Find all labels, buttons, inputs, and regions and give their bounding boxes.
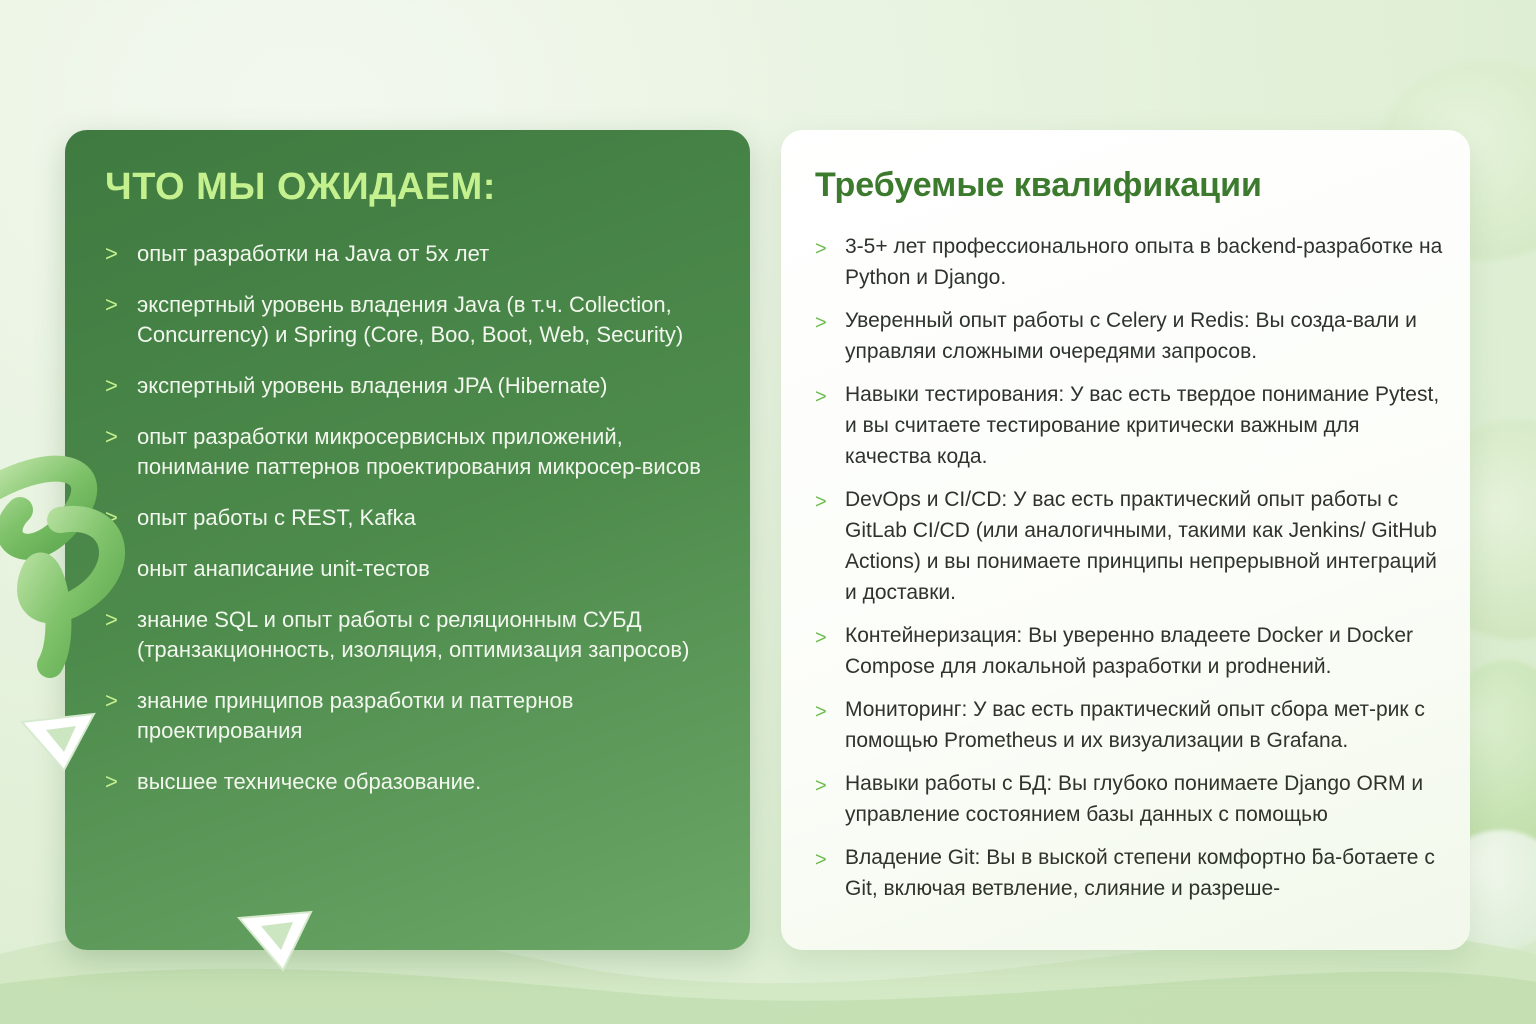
expectation-item-text: опыт разработки на Java от 5х лет [137, 241, 490, 266]
expectation-item-text: экспертный уровень владения JPA (Hibernate) [137, 373, 608, 398]
expectation-item-text: знание SQL и опыт работы с реляционным СУБД (транзакционность, изоляция, оптимизация запросов) [137, 607, 690, 662]
chevron-right-icon: > [815, 775, 827, 797]
expectation-item-text: экспертный уровень владения Java (в т.ч. Collection, Concurrency) и Spring (Core, Boo, Boot, Web, Security) [137, 292, 684, 347]
expectation-item [105, 290, 710, 350]
ribbon-decoration [0, 450, 140, 700]
qualification-item-text: 3-5+ лет профессионального опыта в backend-разработке на Python и Django. [845, 235, 1443, 289]
chevron-right-icon: > [105, 607, 118, 632]
expectation-item-text: знание принципов разработки и паттернов проектирования [137, 688, 574, 743]
qualification-item [815, 305, 1448, 367]
qualification-item [815, 484, 1448, 608]
expectation-item [105, 422, 710, 482]
expectations-title: ЧТО МЫ ОЖИДАЕМ: [105, 166, 496, 208]
chevron-right-icon: > [105, 769, 118, 794]
expectation-item [105, 686, 710, 746]
chevron-right-icon: > [105, 688, 118, 713]
chevron-right-icon: > [105, 292, 118, 317]
chevron-right-icon: > [815, 701, 827, 723]
qualification-item-text: Контейнеризация: Вы уверенно владеете Docker и Docker Compose для локальной разработки и prodнений. [845, 624, 1414, 678]
chevron-right-icon: > [105, 424, 118, 449]
expectation-item-text: высшее техническе образование. [137, 769, 482, 794]
qualifications-title: Требуемые квалификации [815, 166, 1262, 204]
qualification-item [815, 379, 1448, 472]
chevron-right-icon: > [815, 312, 827, 334]
qualification-item [815, 231, 1448, 293]
qualification-item-text: Мониторинг: У вас есть практический опыт сбора мет-рик с помощью Prometheus и их визуализации в Grafana. [845, 698, 1425, 752]
chevron-right-icon: > [105, 505, 118, 530]
qualification-item [815, 768, 1448, 830]
qualification-item [815, 842, 1448, 904]
expectation-item [105, 239, 710, 269]
qualification-item-text: Навыки тестирования: У вас есть твердое понимание Pytest, и вы считаете тестирование критически важным для качества кода. [845, 383, 1440, 468]
expectation-item [105, 371, 710, 401]
chevron-right-icon: > [815, 849, 827, 871]
triangle-decoration [235, 908, 315, 974]
chevron-right-icon: > [105, 556, 118, 581]
expectation-item [105, 503, 710, 533]
chevron-right-icon: > [815, 627, 827, 649]
qualifications-panel [781, 130, 1470, 950]
chevron-right-icon: > [815, 238, 827, 260]
expectations-panel [65, 130, 750, 950]
qualification-item-text: Владение Git: Вы в выской степени комфортно ƃа-ботаете с Git, включая ветвление, слияние и разреше- [845, 846, 1435, 900]
expectation-item-text: оныт анаписание unit-тестов [137, 556, 430, 581]
qualification-item-text: Уверенный опыт работы с Celery и Redis: Вы созда-вали и управляи сложными очередями запросов. [845, 309, 1417, 363]
chevron-right-icon: > [105, 373, 118, 398]
triangle-decoration [18, 708, 98, 774]
qualification-item [815, 694, 1448, 756]
qualification-item-text: Навыки работы с БД: Вы глубоко понимаете Django ORM и управление состоянием базы данных с помощью [845, 772, 1424, 826]
expectation-item-text: опыт разработки микросервисных приложений, понимание паттернов проектирования микросер-висов [137, 424, 701, 479]
qualification-item [815, 620, 1448, 682]
expectation-item [105, 554, 710, 584]
chevron-right-icon: > [105, 241, 118, 266]
qualifications-list [815, 231, 1448, 904]
expectation-item [105, 605, 710, 665]
expectations-list [105, 239, 710, 797]
expectation-item [105, 767, 710, 797]
chevron-right-icon: > [815, 386, 827, 408]
chevron-right-icon: > [815, 491, 827, 513]
expectation-item-text: опыт работы с REST, Kafka [137, 505, 416, 530]
qualification-item-text: DevOps и CI/CD: У вас есть практический опыт работы с GitLab CI/CD (или аналогичными, такими как Jenkins/ GitHub Actions) и вы понимаете принципы непрерывной интеграций и доставки. [845, 488, 1437, 604]
